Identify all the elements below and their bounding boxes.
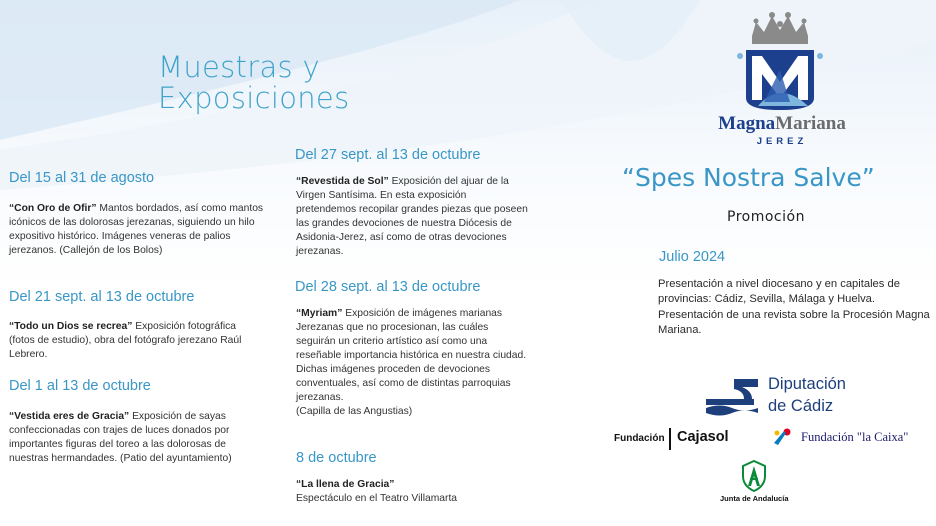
event-date: Del 1 al 13 de octubre <box>9 378 151 394</box>
promo-heading: Promoción <box>727 209 805 225</box>
junta-andalucia-icon <box>739 460 769 492</box>
brand-mariana: Mariana <box>775 113 846 134</box>
event-name: “Myriam” <box>296 308 343 319</box>
junta-andalucia-text: Junta de Andalucía <box>720 494 789 503</box>
promo-description <box>658 277 933 339</box>
brand-city: JEREZ <box>756 136 808 147</box>
page-title <box>158 52 438 114</box>
event-name: “Con Oro de Ofir” <box>9 203 97 214</box>
event-text: Exposición de sayas confeccionadas con trajes de luces donados por importantes figuras del toreo a las dolorosas de nuestras hermandades. (Patio del ayuntamiento) <box>9 411 232 464</box>
sponsor-divider <box>669 428 671 450</box>
event-description <box>296 307 528 419</box>
event-date: Del 21 sept. al 13 de octubre <box>9 289 195 305</box>
caixa-star-icon <box>772 427 794 447</box>
title-line-1: Muestras y <box>158 50 320 84</box>
event-description <box>9 320 264 362</box>
event-description <box>9 410 264 466</box>
cajasol-logo: Cajasol <box>677 429 729 445</box>
event-date: Del 27 sept. al 13 de octubre <box>295 147 481 163</box>
brand-name <box>702 113 862 135</box>
event-name: “Vestida eres de Gracia” <box>9 411 130 422</box>
event-description <box>296 175 528 259</box>
event-location: (Capilla de las Angustias) <box>296 406 413 417</box>
event-date: 8 de octubre <box>296 450 377 466</box>
event-text: Mantos bordados, así como mantos icónicos de las dolorosas jerezanas, siguiendo un hilo expositivo histórico. Imágenes veneras de palios jerezanos. (Callejón de los Bolos) <box>9 203 264 256</box>
diputacion-text <box>768 373 846 417</box>
promo-line-2: Presentación de una revista sobre la Procesión Magna Mariana. <box>658 308 930 337</box>
event-date: Del 15 al 31 de agosto <box>9 170 155 186</box>
brand-magna: Magna <box>718 113 776 134</box>
event-text: Exposición fotográfica (fotos de estudio), obra del fotógrafo jerezano Raúl Lebrero. <box>9 321 242 360</box>
event-description <box>9 202 264 258</box>
event-location: Espectáculo en el Teatro Villamarta <box>296 493 458 504</box>
diputacion-line-2: de Cádiz <box>768 397 834 415</box>
event-text: Exposición del ajuar de la Virgen Santísima. En esta exposición pretendemos recopilar grandes piezas que poseen las grandes devociones de nuestra Diócesis de Asidonia-Jerez, así como de otras devociones jerezanas. <box>296 176 528 257</box>
title-line-2: Exposiciones <box>158 81 350 115</box>
promo-date: Julio 2024 <box>659 249 726 265</box>
event-name: “Revestida de Sol” <box>296 176 389 187</box>
event-date: Del 28 sept. al 13 de octubre <box>295 279 481 295</box>
event-name: “La llena de Gracia” <box>296 479 395 490</box>
event-text: Exposición de imágenes marianas Jerezanas que no procesionan, las cuáles seguirán un criterio artístico así como una reseñable importancia histórica en nuestra ciudad. Dichas imágenes proceden de devociones conventuales, así como de distintas parroquias jerezanas. <box>296 308 527 403</box>
promo-line-1: Presentación a nivel diocesano y en capitales de provincias: Cádiz, Sevilla, Málaga y Huelva. <box>658 278 900 306</box>
slogan: “Spes Nostra Salve” <box>622 163 875 192</box>
event-name: “Todo un Dios se recrea” <box>9 321 133 332</box>
fundacion-label: Fundación <box>614 433 665 444</box>
diputacion-line-1: Diputación <box>768 375 846 393</box>
diputacion-logo-icon <box>704 377 762 417</box>
event-description <box>296 478 528 506</box>
caixa-logo-text: Fundación "la Caixa" <box>801 430 909 444</box>
